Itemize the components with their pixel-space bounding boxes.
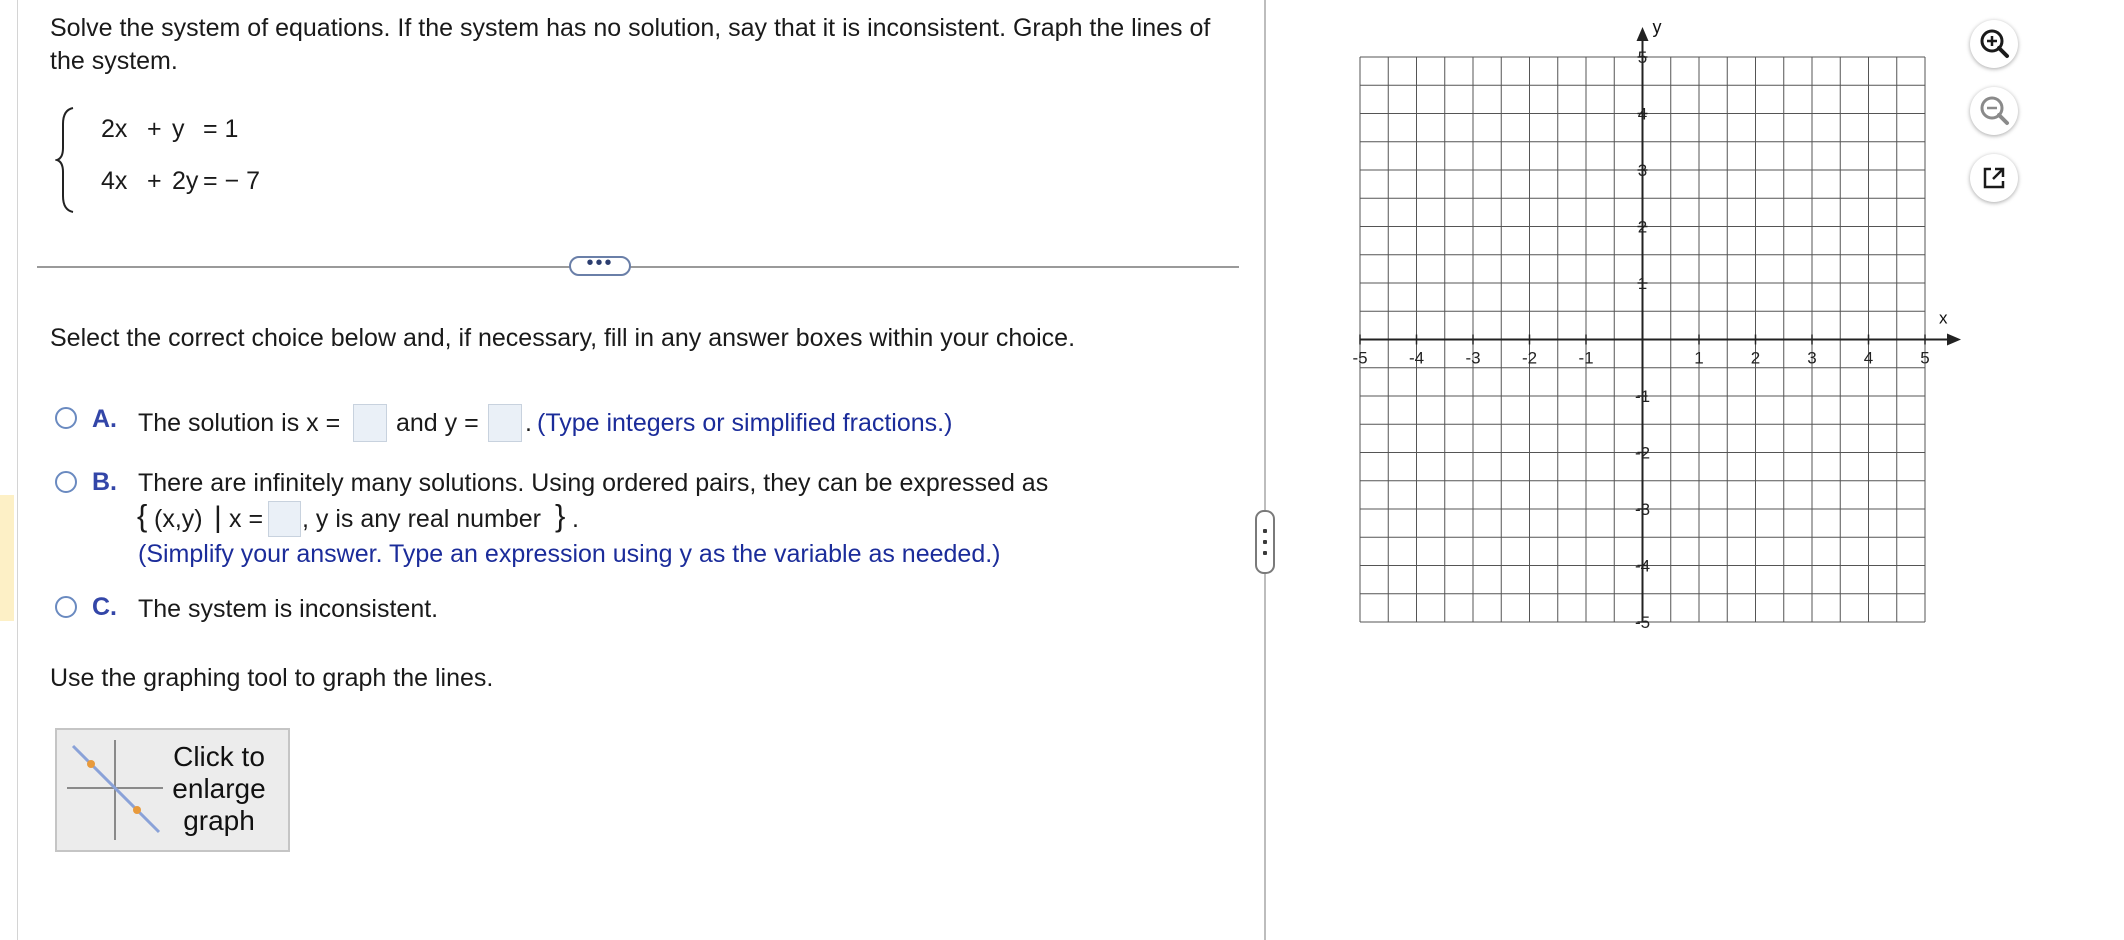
set-open-brace: { (137, 498, 148, 533)
y-axis-arrow (1637, 27, 1649, 41)
x-tick-label: -5 (1352, 348, 1368, 368)
graphing-instruction: Use the graphing tool to graph the lines. (50, 664, 494, 692)
choice-a-x-input[interactable] (353, 404, 387, 442)
eq2-op: + (147, 167, 162, 195)
choice-a-text: The solution is x = (138, 409, 341, 437)
y-tick-label: 3 (1637, 161, 1648, 180)
choice-instruction: Select the correct choice below and, if necessary, fill in any answer boxes within your choice. (50, 324, 1076, 352)
question-prompt: Solve the system of equations. If the system has no solution, say that it is inconsistent. Graph the lines of the system. (50, 14, 1211, 75)
y-tick-label: 5 (1637, 48, 1648, 67)
y-tick-label: 4 (1637, 104, 1648, 124)
choice-a-period: . (525, 409, 532, 437)
coordinate-graph[interactable] (1340, 10, 1980, 650)
choice-a-and-text: and y = (396, 409, 479, 437)
y-tick-label: -2 (1634, 443, 1651, 463)
x-tick-label: -3 (1465, 348, 1481, 368)
pane-resize-handle[interactable] (1255, 510, 1275, 574)
choice-b-hint: (Simplify your answer. Type an expression using y as the variable as needed.) (138, 540, 1001, 568)
set-period: . (572, 505, 579, 533)
eq2-term-a: 4x (101, 167, 128, 195)
choice-b-letter: B. (92, 468, 117, 496)
set-x-label: x = (229, 505, 264, 533)
set-close-brace: } (555, 498, 566, 533)
x-tick-label: 4 (1863, 348, 1874, 368)
x-tick-label: 5 (1920, 348, 1930, 368)
choice-a-radio[interactable] (55, 407, 77, 429)
set-rest: , y is any real number (302, 505, 541, 533)
eq1-term-b: y (172, 115, 185, 143)
set-pair: (x,y) (154, 505, 203, 533)
show-more-button[interactable]: ••• (569, 256, 631, 276)
zoom-in-button[interactable] (1970, 20, 2018, 68)
enlarge-graph-label: Click to enlarge graph (172, 741, 266, 836)
open-new-window-button[interactable] (1970, 154, 2018, 202)
set-bar: | (214, 501, 222, 534)
choice-c-radio[interactable] (55, 596, 77, 618)
choice-c-letter: C. (92, 593, 117, 621)
choice-a-y-input[interactable] (488, 404, 522, 442)
eq2-rhs: = − 7 (203, 167, 260, 195)
x-tick-label: 1 (1694, 348, 1704, 368)
choice-c-text: The system is inconsistent. (138, 595, 439, 623)
x-tick-label: -2 (1521, 348, 1538, 368)
eq1-rhs: = 1 (203, 115, 239, 143)
eq1-term-a: 2x (101, 115, 128, 143)
y-tick-label: -3 (1634, 500, 1651, 519)
zoom-out-button[interactable] (1970, 87, 2018, 135)
y-tick-label: 2 (1637, 217, 1648, 237)
zoom-in-icon (1970, 20, 2018, 68)
choice-b-x-input[interactable] (268, 501, 301, 537)
x-axis-arrow (1947, 334, 1961, 346)
eq1-op: + (147, 115, 162, 143)
enlarge-graph-button[interactable] (55, 728, 290, 852)
x-tick-label: -4 (1408, 348, 1425, 368)
choice-a-hint: (Type integers or simplified fractions.) (537, 409, 953, 437)
zoom-out-icon (1970, 87, 2018, 135)
focus-highlight (0, 495, 14, 621)
y-tick-label: 1 (1637, 274, 1648, 293)
y-axis-label: y (1652, 17, 1662, 37)
choice-b-line1: There are infinitely many solutions. Using ordered pairs, they can be expressed as (138, 469, 1049, 497)
left-edge-strip (0, 0, 18, 940)
section-divider (37, 266, 1239, 268)
x-axis-label: x (1939, 308, 1948, 328)
y-tick-label: -1 (1634, 387, 1651, 406)
choice-b-radio[interactable] (55, 471, 77, 493)
y-tick-label: -5 (1634, 613, 1651, 632)
graph-thumbnail-icon (67, 740, 163, 840)
y-tick-label: -4 (1634, 556, 1651, 576)
x-tick-label: -1 (1578, 348, 1594, 368)
pane-splitter (1264, 0, 1266, 940)
x-tick-label: 3 (1807, 348, 1817, 368)
eq2-term-b: 2y (172, 167, 199, 195)
x-tick-label: 2 (1750, 348, 1761, 368)
system-brace (55, 106, 79, 214)
external-link-icon (1970, 154, 2018, 202)
choice-a-letter: A. (92, 405, 117, 433)
question-pane (17, 0, 1264, 940)
